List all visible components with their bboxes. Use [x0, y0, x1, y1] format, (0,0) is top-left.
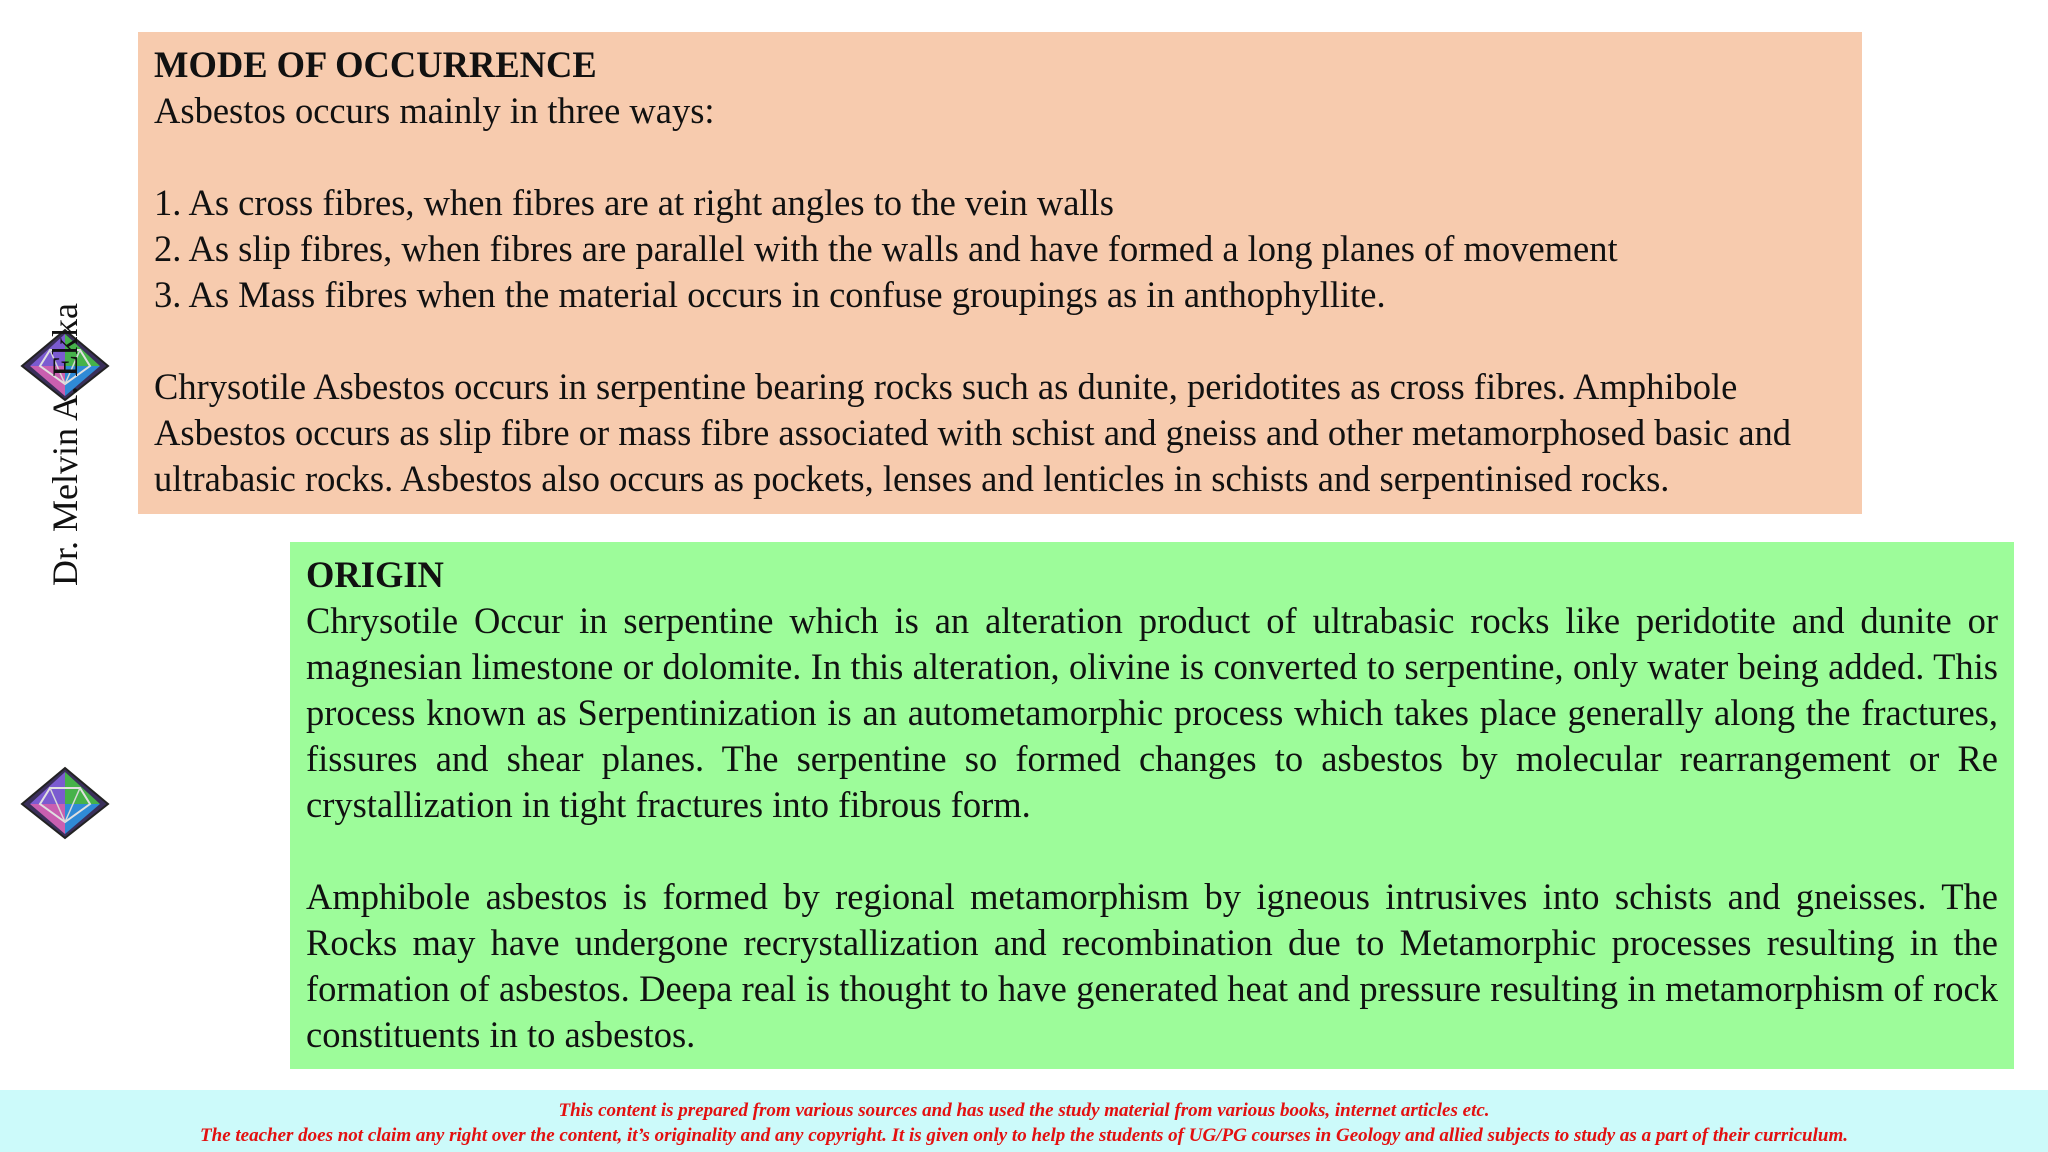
origin-box — [290, 542, 2014, 1069]
author-name: Dr. Melvin A. Ekka — [45, 303, 85, 586]
mode-heading: MODE OF OCCURRENCE — [154, 44, 597, 85]
origin-paragraph-2: Amphibole asbestos is formed by regional metamorphism by igneous intrusives into schists and gneisses. The Rocks may have undergone recrystallization and recombination due to Metamorphic processes resulting in the formation of asbestos. Deepa real is thought to have generated heat and pressure resulting in metamorphism of rock constituents in to asbestos. — [306, 876, 1998, 1055]
mode-item-2: 2. As slip fibres, when fibres are parallel with the walls and have formed a long planes of movement — [154, 228, 1618, 269]
spacer — [154, 134, 1846, 180]
disclaimer-line-2: The teacher does not claim any right over the content, it’s originality and any copyright. It is given only to help the students of UG/PG courses in Geology and allied subjects to study as a part of their curriculum. — [200, 1125, 1848, 1146]
mode-intro: Asbestos occurs mainly in three ways: — [154, 90, 715, 131]
gem-icon — [20, 766, 110, 840]
mode-item-1: 1. As cross fibres, when fibres are at right angles to the vein walls — [154, 182, 1114, 223]
mode-of-occurrence-box — [138, 32, 1862, 514]
spacer — [306, 828, 1998, 874]
origin-paragraph-1: Chrysotile Occur in serpentine which is an alteration product of ultrabasic rocks like peridotite and dunite or magnesian limestone or dolomite. In this alteration, olivine is converted to serpentine, only water being added. This process known as Serpentinization is an autometamorphic process which takes place generally along the fractures, fissures and shear planes. The serpentine so formed changes to asbestos by molecular rearrangement or Re crystallization in tight fractures into fibrous form. — [306, 600, 1998, 825]
disclaimer-footer — [0, 1090, 2048, 1152]
mode-paragraph: Chrysotile Asbestos occurs in serpentine bearing rocks such as dunite, peridotites as cross fibres. Amphibole Asbestos occurs as slip fibre or mass fibre associated with schist and gneiss and other metamorphosed basic and ultrabasic rocks. Asbestos also occurs as pockets, lenses and lenticles in schists and serpentinised rocks. — [154, 366, 1792, 499]
spacer — [154, 318, 1846, 364]
origin-heading: ORIGIN — [306, 554, 444, 595]
mode-item-3: 3. As Mass fibres when the material occurs in confuse groupings as in anthophyllite. — [154, 274, 1386, 315]
disclaimer-line-1: This content is prepared from various sources and has used the study material from various books, internet articles etc. — [558, 1100, 1490, 1121]
